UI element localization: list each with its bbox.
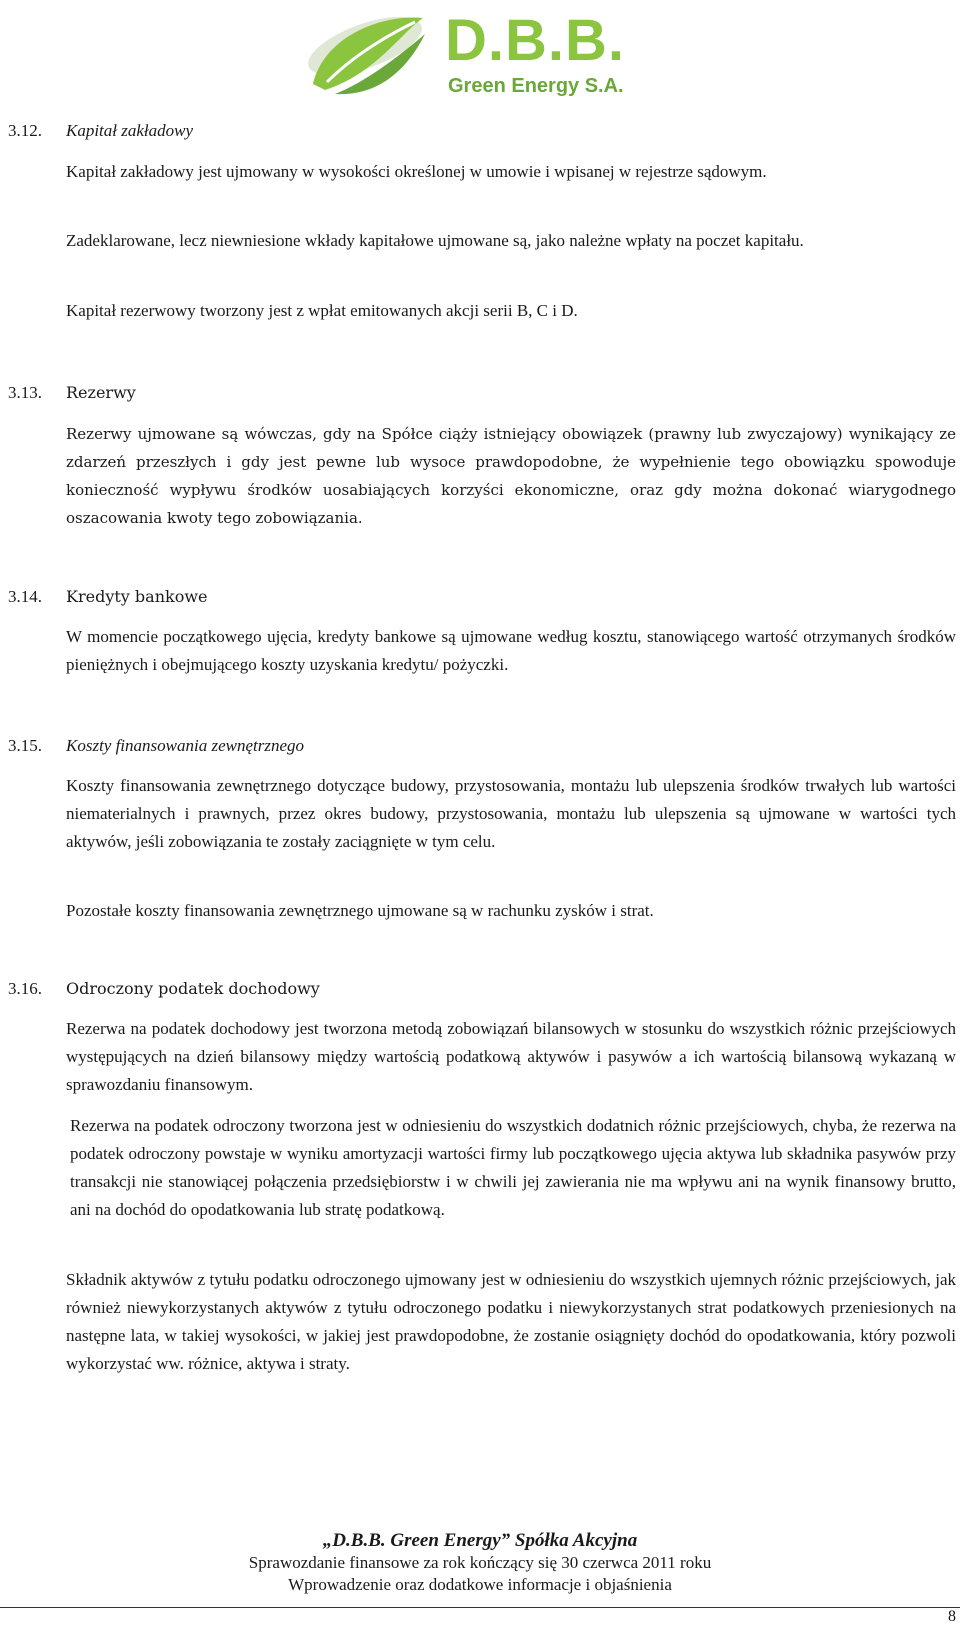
section-number: 3.13. <box>8 383 42 402</box>
section-heading <box>8 735 304 757</box>
section-title: Rezerwy <box>66 383 136 402</box>
section-title: Kredyty bankowe <box>66 587 208 606</box>
section-heading <box>8 382 136 404</box>
section-number: 3.15. <box>8 736 42 755</box>
green-leaf-icon <box>305 4 445 104</box>
footer-company: „D.B.B. Green Energy” Spółka Akcyjna <box>322 1530 638 1551</box>
section-number: 3.16. <box>8 979 42 998</box>
paragraph: Składnik aktywów z tytułu podatku odroczonego ujmowany jest w odniesieniu do wszystkich ujemnych różnic przejściowych, jak również niewykorzystanych aktywów z tytułu odroczonego podatku i niewykorzystanych strat podatkowych przeniesionych na następne lata, w takiej wysokości, w jakiej jest prawdopodobne, że zostanie osiągnięty dochód do opodatkowania, który pozwoli wykorzystać ww. różnice, aktywa i straty. <box>66 1270 956 1373</box>
paragraph: Rezerwa na podatek dochodowy jest tworzona metodą zobowiązań bilansowych w stosunku do wszystkich różnic przejściowych występujących na dzień bilansowy między wartością podatkową aktywów i pasywów a ich wartością bilansową wykazaną w sprawozdaniu finansowym. <box>66 1019 956 1094</box>
footer-subtitle: Wprowadzenie oraz dodatkowe informacje i objaśnienia <box>288 1575 672 1594</box>
logo-tagline: Green Energy S.A. <box>448 75 624 97</box>
page-footer <box>0 1530 960 1596</box>
paragraph: W momencie początkowego ujęcia, kredyty bankowe są ujmowane według kosztu, stanowiącego wartość otrzymanych środków pieniężnych i obejmującego koszty uzyskania kredytu/ pożyczki. <box>66 627 956 674</box>
paragraph: Zadeklarowane, lecz niewniesione wkłady kapitałowe ujmowane są, jako należne wpłaty na poczet kapitału. <box>66 231 804 250</box>
company-logo <box>305 4 645 104</box>
section-title: Kapitał zakładowy <box>66 121 194 140</box>
section-number: 3.12. <box>8 121 42 140</box>
page-number: 8 <box>948 1608 956 1625</box>
paragraph: Kapitał rezerwowy tworzony jest z wpłat emitowanych akcji serii B, C i D. <box>66 301 578 320</box>
footer-divider <box>0 1607 960 1608</box>
paragraph: Koszty finansowania zewnętrznego dotyczące budowy, przystosowania, montażu lub ulepszenia środków trwałych lub wartości niematerialnych i prawnych, przez okres budowy, przystosowania, montażu lub ulepszenia są ujmowane w wartości tych aktywów, jeśli zobowiązania te zostały zaciągnięte w tym celu. <box>66 776 956 851</box>
section-title: Odroczony podatek dochodowy <box>66 979 320 998</box>
paragraph: Pozostałe koszty finansowania zewnętrznego ujmowane są w rachunku zysków i strat. <box>66 901 654 920</box>
section-heading <box>8 586 207 608</box>
logo-wordmark: D.B.B. <box>445 8 625 73</box>
section-heading <box>8 120 193 142</box>
section-heading <box>8 978 320 1000</box>
paragraph: Rezerwy ujmowane są wówczas, gdy na Spółce ciąży istniejący obowiązek (prawny lub zwyczajowy) wynikający ze zdarzeń przeszłych i gdy jest pewne lub wysoce prawdopodobne, że wypełnienie tego obowiązku spowoduje konieczność wypływu środków uosabiających korzyści ekonomiczne, oraz gdy można dokonać wiarygodnego oszacowania kwoty tego zobowiązania. <box>66 425 956 527</box>
paragraph: Rezerwa na podatek odroczony tworzona jest w odniesieniu do wszystkich dodatnich różnic przejściowych, chyba, że rezerwa na podatek odroczony powstaje w wyniku amortyzacji wartości firmy lub początkowego ujęcia aktywa lub składnika pasywów przy transakcji nie stanowiącej połączenia przedsiębiorstw i w chwili jej zawierania nie ma wpływu ani na wynik finansowy brutto, ani na dochód do opodatkowania lub stratę podatkową. <box>70 1116 956 1219</box>
paragraph: Kapitał zakładowy jest ujmowany w wysokości określonej w umowie i wpisanej w rejestrze sądowym. <box>66 162 767 181</box>
footer-report: Sprawozdanie finansowe za rok kończący się 30 czerwca 2011 roku <box>248 1553 712 1572</box>
section-title: Koszty finansowania zewnętrznego <box>66 736 305 755</box>
section-number: 3.14. <box>8 587 42 606</box>
